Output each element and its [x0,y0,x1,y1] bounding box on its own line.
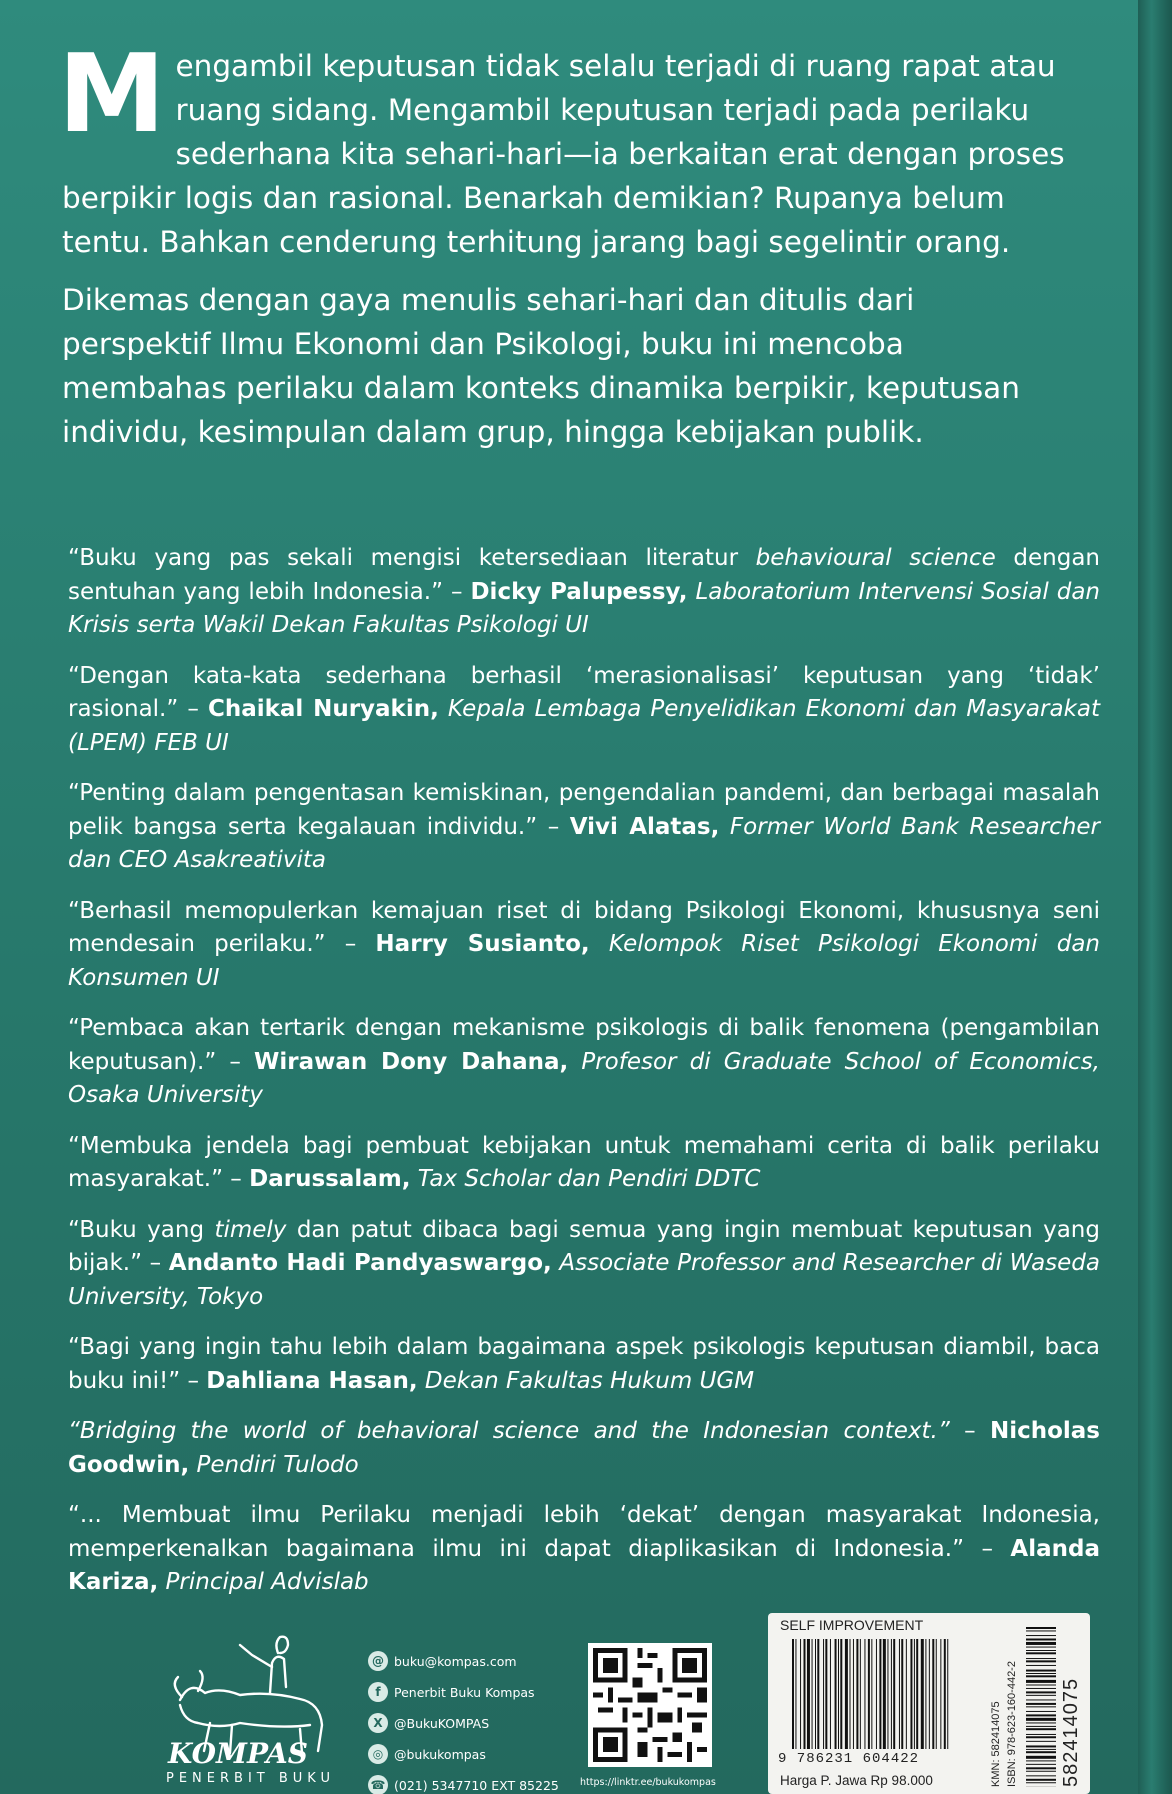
endorsements [68,542,1100,1617]
endorsement-quote [68,1499,1100,1600]
facebook-icon: f [368,1682,388,1702]
endorser-name: Darussalam, [249,1166,411,1192]
endorser-name: Vivi Alatas, [569,813,720,840]
quote-text-end: dengan sentuhan yang lebih Indonesia.” – [68,545,1100,605]
endorsement-quote [68,542,1100,643]
footer [0,1605,1172,1794]
category-label: SELF IMPROVEMENT [780,1617,924,1633]
endorser-role: Former World Bank Researcher dan CEO Asakreativita [68,813,1101,873]
endorsement-quote [68,1331,1100,1398]
book-spine [1138,0,1172,1794]
price-label: Harga P. Jawa Rp 98.000 [780,1773,933,1788]
endorser-name: Alanda Kariza, [68,1535,1100,1595]
endorser-name: Nicholas Goodwin, [68,1418,1100,1478]
quote-text: “Buku yang pas sekali mengisi ketersediaan literatur [68,545,756,571]
email-icon: @ [368,1651,388,1671]
endorser-name: Andanto Hadi Pandyaswargo, [168,1250,552,1276]
endorser-role: Dekan Fakultas Hukum UGM [417,1367,755,1394]
qr-code-icon [588,1643,712,1767]
quote-text: “Pembaca akan tertarik dengan mekanisme psikologis di balik fenomena (pengambilan keputusan).” – [68,1015,1100,1075]
isbn-barcode-icon [792,1639,950,1749]
quote-text: “Penting dalam pengentasan kemiskinan, pengendalian pandemi, dan berbagai masalah pelik bangsa serta kegalauan individu.” – [68,780,1100,840]
quote-text-end: dan patut dibaca bagi semua yang ingin membuat keputusan yang bijak.” – [68,1216,1100,1276]
endorsement-quote [68,1130,1100,1197]
quote-text: “... Membuat ilmu Perilaku menjadi lebih ‘dekat’ dengan masyarakat Indonesia, memperkenalkan bagaimana ilmu ini dapat diaplikasikan di Indonesia.” – [68,1502,1100,1562]
endorsement-quote [68,1214,1100,1315]
endorser-name: Dicky Palupessy, [470,578,688,605]
quote-text: “Bagi yang ingin tahu lebih dalam bagaimana aspek psikologis keputusan diambil, baca buku ini!” – [68,1334,1100,1394]
contact-item [368,1740,559,1768]
endorsement-quote [68,895,1100,996]
endorsement-quote [68,660,1100,761]
quote-text: “Membuka jendela bagi pembuat kebijakan untuk memahami cerita di balik perilaku masyarakat.” – [68,1132,1100,1192]
endorsement-quote [68,1012,1100,1113]
quote-italic: “Bridging the world of behavioral science and the Indonesian context.” [68,1418,950,1444]
endorser-role: Principal Advislab [158,1569,369,1595]
contact-item [368,1771,559,1794]
contact-list [368,1647,559,1794]
qr-url: https://linktr.ee/bukukompas [580,1777,716,1788]
endorser-role: Laboratorium Intervensi Sosial dan Krisis serta Wakil Dekan Fakultas Psikologi UI [68,578,1100,638]
endorser-role: Kepala Lembaga Penyelidikan Ekonomi dan Masyarakat (LPEM) FEB UI [68,696,1100,756]
barcode-digits: 9 786231 604422 [778,1751,920,1767]
contact-text: Penerbit Buku Kompas [394,1684,535,1700]
phone-icon: ☎ [368,1775,388,1794]
contact-item [368,1647,559,1675]
drop-cap: M [58,32,166,157]
publisher-subtitle: PENERBIT BUKU [166,1771,335,1786]
quote-text: “Dengan kata-kata sederhana berhasil ‘merasionalisasi’ keputusan yang ‘tidak’ rasional.” – [68,662,1100,722]
quote-text-end: – [949,1418,990,1444]
instagram-icon: ◎ [368,1744,388,1764]
endorser-name: Wirawan Dony Dahana, [253,1048,569,1075]
endorser-name: Dahliana Hasan, [206,1367,418,1394]
contact-item [368,1709,559,1737]
endorser-role: Profesor di Graduate School of Economics, Osaka University [68,1048,1100,1108]
endorsement-quote [68,1415,1100,1482]
kmn-barcode-icon [1026,1627,1056,1787]
endorser-role: Pendiri Tulodo [189,1451,359,1478]
blurb [58,32,1072,468]
contact-item [368,1678,559,1706]
contact-text: @bukukompas [394,1746,486,1762]
endorser-name: Chaikal Nuryakin, [207,696,439,722]
kmn-code: 582414075 [1060,1677,1082,1787]
quote-italic: timely [214,1216,287,1243]
quote-italic: behavioural science [755,545,996,571]
endorser-role: Tax Scholar dan Pendiri DDTC [410,1166,761,1192]
kmn-number: KMN: 582414075 [990,1701,1002,1787]
contact-text: @BukuKOMPAS [394,1715,490,1731]
isbn-number: ISBN: 978-623-160-442-2 [1006,1661,1018,1787]
barcode-label [768,1613,1090,1794]
contact-text: (021) 5347710 EXT 85225 [394,1777,559,1793]
endorsement-quote [68,777,1100,878]
x-icon: X [368,1713,388,1733]
contact-text: buku@kompas.com [394,1653,517,1669]
endorser-role: Associate Professor and Researcher di Waseda University, Tokyo [68,1250,1100,1310]
blurb-text-1: engambil keputusan tidak selalu terjadi di ruang rapat atau ruang sidang. Mengambil keputusan terjadi pada perilaku sederhana kita sehari-hari—ia berkaitan erat dengan proses berpikir logis dan rasional. Benarkah demikian? Rupanya belum tentu. Bahkan cenderung terhitung jarang bagi segelintir orang. [62,49,1065,259]
blurb-paragraph-1 [58,32,1072,264]
endorser-role: Kelompok Riset Psikologi Ekonomi dan Konsumen UI [68,931,1100,991]
publisher-name: KOMPAS [168,1737,308,1770]
blurb-paragraph-2: Dikemas dengan gaya menulis sehari-hari dan ditulis dari perspektif Ilmu Ekonomi dan Psikologi, buku ini mencoba membahas perilaku dalam konteks dinamika berpikir, keputusan individu, kesimpulan dalam grup, hingga kebijakan publik. [62,283,1020,449]
quote-text: “Buku yang [68,1216,215,1243]
endorser-name: Harry Susianto, [375,931,590,957]
quote-text: “Berhasil memopulerkan kemajuan riset di bidang Psikologi Ekonomi, khususnya seni mendesain perilaku.” – [68,897,1100,957]
